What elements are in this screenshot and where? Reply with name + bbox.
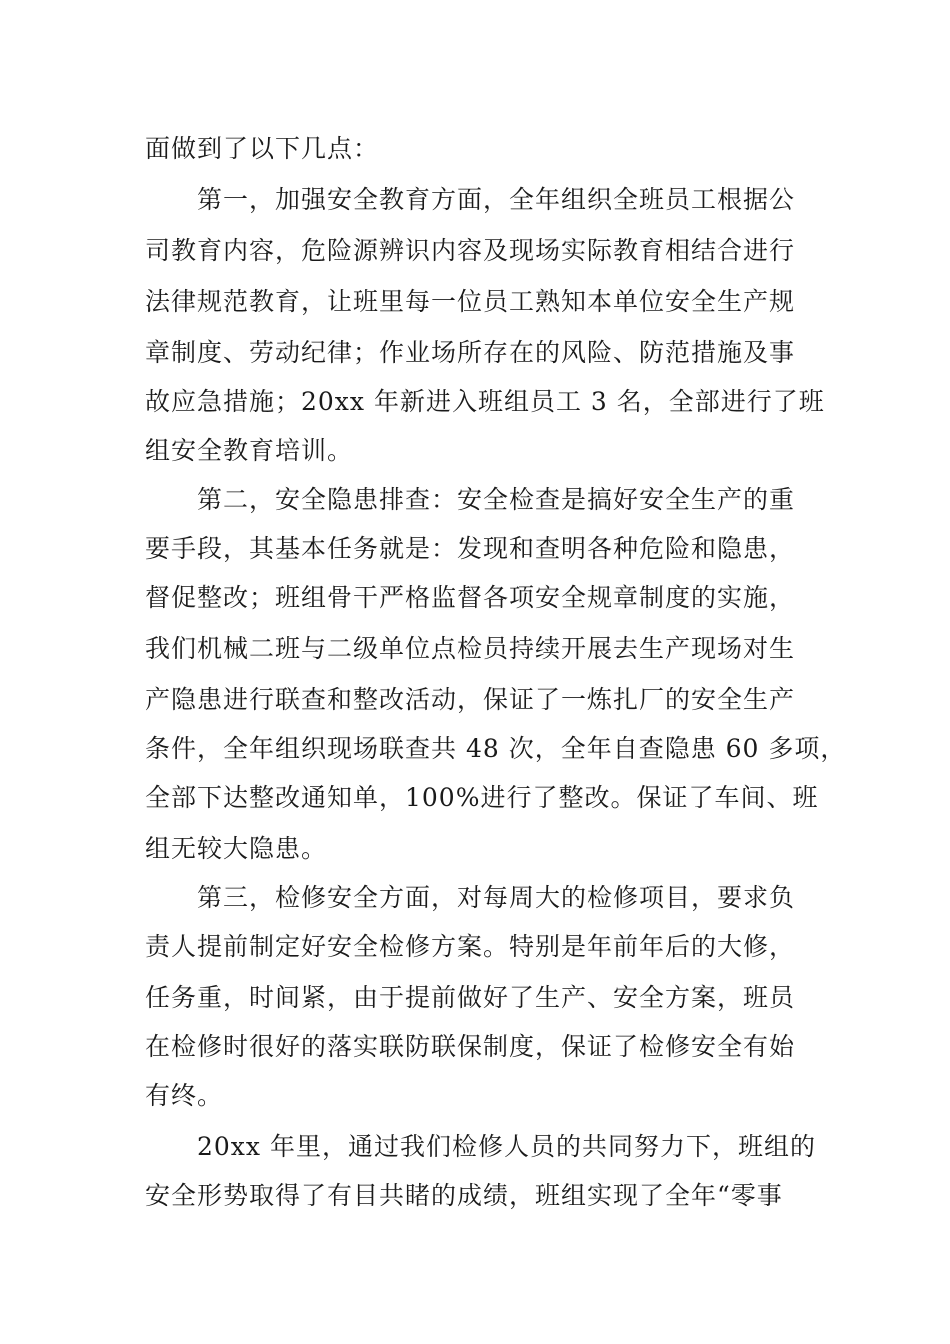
text-line: 要手段，其基本任务就是：发现和查明各种危险和隐患， [145,534,796,563]
text-line: 司教育内容，危险源辨识内容及现场实际教育相结合进行 [145,236,796,265]
paragraph-first-line: 第二，安全隐患排查：安全检查是搞好安全生产的重 [197,485,796,514]
text-line: 督促整改；班组骨干严格监督各项安全规章制度的实施， [145,583,796,612]
text-line: 任务重，时间紧，由于提前做好了生产、安全方案，班员 [145,983,796,1012]
text-line: 有终。 [145,1081,224,1110]
text-line: 组安全教育培训。 [145,436,354,465]
text-line: 章制度、劳动纪律；作业场所存在的风险、防范措施及事 [145,338,796,367]
paragraph-first-line: 20xx 年里，通过我们检修人员的共同努力下，班组的 [197,1132,816,1161]
text-line: 责人提前制定好安全检修方案。特别是年前年后的大修， [145,932,796,961]
text-line: 面做到了以下几点： [145,134,380,163]
text-line: 故应急措施；20xx 年新进入班组员工 3 名，全部进行了班 [145,387,825,416]
text-line: 全部下达整改通知单，100%进行了整改。保证了车间、班 [145,783,819,812]
text-line: 条件，全年组织现场联查共 48 次，全年自查隐患 60 多项， [145,734,847,763]
text-line: 在检修时很好的落实联防联保制度，保证了检修安全有始 [145,1032,796,1061]
text-line: 产隐患进行联查和整改活动，保证了一炼扎厂的安全生产 [145,685,796,714]
paragraph-first-line: 第一，加强安全教育方面，全年组织全班员工根据公 [197,185,796,214]
text-line: 我们机械二班与二级单位点检员持续开展去生产现场对生 [145,634,796,663]
paragraph-first-line: 第三，检修安全方面，对每周大的检修项目，要求负 [197,883,796,912]
text-line: 组无较大隐患。 [145,834,328,863]
text-line: 安全形势取得了有目共睹的成绩，班组实现了全年“零事 [145,1181,783,1210]
text-line: 法律规范教育，让班里每一位员工熟知本单位安全生产规 [145,287,796,316]
